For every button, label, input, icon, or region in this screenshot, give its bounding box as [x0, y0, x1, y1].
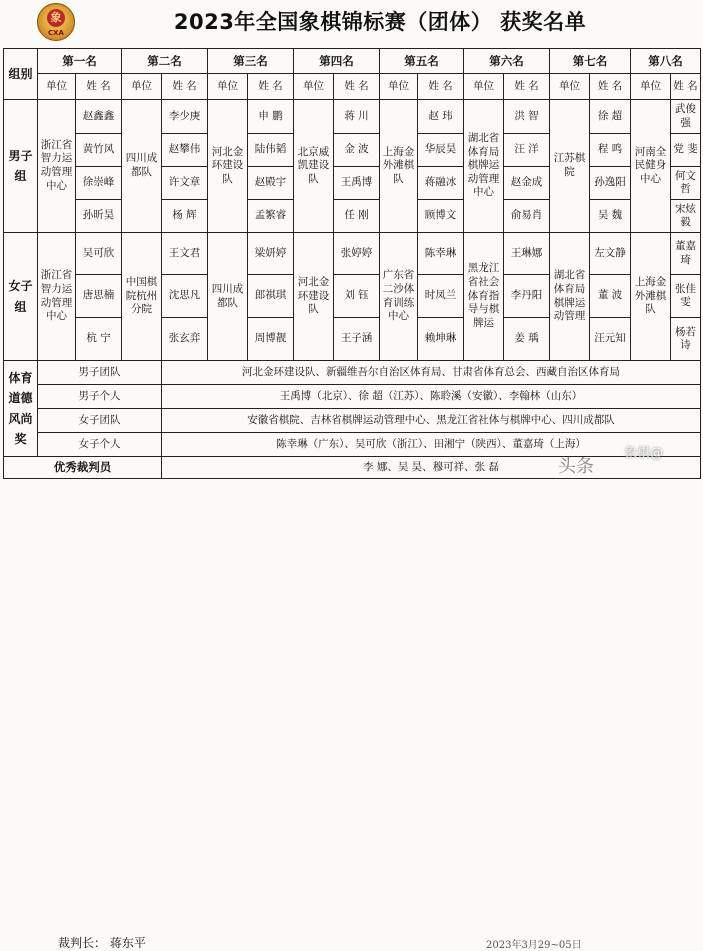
women-team-unit: 河北金环建设队 [294, 233, 334, 361]
men-player-name: 俞易肖 [504, 200, 550, 233]
footer [0, 466, 703, 951]
women-team-unit: 四川成都队 [208, 233, 248, 361]
men-player-name: 顾博文 [418, 200, 464, 233]
women-group-label: 女子组 [4, 233, 38, 361]
ethics-category: 男子团队 [38, 361, 162, 385]
men-player-name: 蒋融冰 [418, 167, 464, 200]
men-player-name: 孙昕昊 [76, 200, 122, 233]
rank-header-7: 第七名 [550, 49, 631, 74]
men-player-name: 孙逸阳 [590, 167, 631, 200]
men-player-name: 华辰昊 [418, 134, 464, 167]
men-player-name: 许文章 [162, 167, 208, 200]
women-player-name: 杭 宁 [76, 318, 122, 361]
women-player-name: 王子涵 [334, 318, 380, 361]
unit-column-header: 单位 [631, 74, 671, 100]
women-player-name: 董嘉琦 [671, 233, 701, 275]
women-player-name: 李丹阳 [504, 275, 550, 318]
header [0, 0, 703, 44]
men-player-name: 金 波 [334, 134, 380, 167]
unit-column-header: 单位 [464, 74, 504, 100]
ethics-category: 女子团队 [38, 409, 162, 433]
name-column-header: 姓 名 [76, 74, 122, 100]
men-player-name: 吴 魏 [590, 200, 631, 233]
women-player-name: 周博靓 [248, 318, 294, 361]
men-player-name: 汪 洋 [504, 134, 550, 167]
men-player-name: 何文哲 [671, 167, 701, 200]
men-player-name: 程 鸣 [590, 134, 631, 167]
men-team-unit: 江苏棋院 [550, 100, 590, 233]
unit-column-header: 单位 [122, 74, 162, 100]
men-team-unit: 上海金外滩棋队 [380, 100, 418, 233]
women-player-name: 汪元知 [590, 318, 631, 361]
women-player-name: 姜 瑀 [504, 318, 550, 361]
rank-header-4: 第四名 [294, 49, 380, 74]
women-team-unit: 广东省二沙体育训练中心 [380, 233, 418, 361]
women-player-name: 赖坤琳 [418, 318, 464, 361]
women-player-name: 沈思凡 [162, 275, 208, 318]
awards-table [3, 48, 701, 479]
men-team-unit: 河南全民健身中心 [631, 100, 671, 233]
men-group-label: 男子组 [4, 100, 38, 233]
women-team-unit: 黑龙江省社会体育指导与棋牌运 [464, 233, 504, 361]
women-player-name: 王文君 [162, 233, 208, 275]
ethics-category: 女子个人 [38, 433, 162, 457]
ethics-winners: 陈幸琳（广东）、吴可欣（浙江）、田湘宁（陕西）、董嘉琦（上海） [162, 433, 701, 457]
women-player-name: 左文静 [590, 233, 631, 275]
women-player-name: 陈幸琳 [418, 233, 464, 275]
group-label: 组别 [4, 49, 38, 100]
men-player-name: 宋炫毅 [671, 200, 701, 233]
men-player-name: 徐 超 [590, 100, 631, 134]
men-team-unit: 北京威凯建设队 [294, 100, 334, 233]
men-row [4, 167, 701, 200]
name-column-header: 姓 名 [590, 74, 631, 100]
logo-glyph: 象 [47, 9, 65, 27]
men-row [4, 200, 701, 233]
women-player-name: 梁妍婷 [248, 233, 294, 275]
men-player-name: 赵鑫鑫 [76, 100, 122, 134]
women-team-unit: 上海金外滩棋队 [631, 233, 671, 361]
men-player-name: 任 刚 [334, 200, 380, 233]
name-column-header: 姓 名 [248, 74, 294, 100]
women-player-name: 张玄弈 [162, 318, 208, 361]
women-team-unit: 湖北省体育局棋牌运动管理 [550, 233, 590, 361]
ethics-award-label: 体育道德风尚奖 [4, 361, 38, 457]
watermark-toutiao: 头条 [558, 456, 594, 477]
name-column-header: 姓 名 [504, 74, 550, 100]
ethics-winners: 河北金环建设队、新疆维吾尔自治区体育局、甘肃省体育总会、西藏自治区体育局 [162, 361, 701, 385]
name-column-header: 姓 名 [671, 74, 701, 100]
men-player-name: 武俊强 [671, 100, 701, 134]
unit-column-header: 单位 [38, 74, 76, 100]
men-player-name: 孟繁睿 [248, 200, 294, 233]
women-player-name: 张婷婷 [334, 233, 380, 275]
men-team-unit: 湖北省体育局棋牌运动管理中心 [464, 100, 504, 233]
unit-column-header: 单位 [550, 74, 590, 100]
women-team-unit: 中国棋院杭州分院 [122, 233, 162, 361]
women-player-name: 刘 钰 [334, 275, 380, 318]
men-team-unit: 河北金环建设队 [208, 100, 248, 233]
women-player-name: 王琳娜 [504, 233, 550, 275]
name-column-header: 姓 名 [162, 74, 208, 100]
rank-header-5: 第五名 [380, 49, 464, 74]
rank-header-2: 第二名 [122, 49, 208, 74]
men-team-unit: 浙江省智力运动管理中心 [38, 100, 76, 233]
ethics-category: 男子个人 [38, 385, 162, 409]
column-header-row [4, 74, 701, 100]
men-team-unit: 四川成都队 [122, 100, 162, 233]
women-player-name: 唐思楠 [76, 275, 122, 318]
men-player-name: 赵攀伟 [162, 134, 208, 167]
women-player-name: 郎祺琪 [248, 275, 294, 318]
men-player-name: 黄竹风 [76, 134, 122, 167]
ethics-winners: 王禹博（北京）、徐 超（江苏）、陈聆溪（安徽）、李翰林（山东） [162, 385, 701, 409]
men-player-name: 赵金成 [504, 167, 550, 200]
logo-text: CXA [48, 29, 64, 37]
ethics-row [4, 385, 701, 409]
page-title: 2023年全国象棋锦标赛（团体） 获奖名单 [173, 10, 587, 34]
referee-label: 优秀裁判员 [4, 457, 162, 479]
men-player-name: 党 斐 [671, 134, 701, 167]
men-player-name: 杨 辉 [162, 200, 208, 233]
unit-column-header: 单位 [208, 74, 248, 100]
event-date: 2023年3月29~05日 [486, 940, 582, 951]
ethics-row [4, 433, 701, 457]
referee-names: 李 娜、吴 昊、穆可祥、张 磊 [162, 457, 701, 479]
men-row [4, 100, 701, 134]
name-column-header: 姓 名 [334, 74, 380, 100]
ethics-winners: 安徽省棋院、吉林省棋牌运动管理中心、黑龙江省社体与棋牌中心、四川成都队 [162, 409, 701, 433]
men-player-name: 申 鹏 [248, 100, 294, 134]
women-player-name: 董 波 [590, 275, 631, 318]
women-team-unit: 浙江省智力运动管理中心 [38, 233, 76, 361]
unit-column-header: 单位 [380, 74, 418, 100]
men-player-name: 陆伟韬 [248, 134, 294, 167]
rank-header-1: 第一名 [38, 49, 122, 74]
women-player-name: 杨若诗 [671, 318, 701, 361]
men-player-name: 赵 玮 [418, 100, 464, 134]
men-player-name: 王禹博 [334, 167, 380, 200]
women-row [4, 275, 701, 318]
rank-header-3: 第三名 [208, 49, 294, 74]
chief-referee: 裁判长： 蒋东平 [58, 936, 146, 950]
men-player-name: 李少庚 [162, 100, 208, 134]
men-row [4, 134, 701, 167]
ethics-row [4, 409, 701, 433]
men-player-name: 徐崇峰 [76, 167, 122, 200]
men-player-name: 赵殿宇 [248, 167, 294, 200]
unit-column-header: 单位 [294, 74, 334, 100]
women-player-name: 张佳雯 [671, 275, 701, 318]
rank-header-8: 第八名 [631, 49, 701, 74]
men-player-name: 洪 智 [504, 100, 550, 134]
women-player-name: 时凤兰 [418, 275, 464, 318]
watermark-xiangqi: 象棋@ [624, 446, 664, 461]
women-row [4, 233, 701, 275]
women-player-name: 吴可欣 [76, 233, 122, 275]
women-row [4, 318, 701, 361]
name-column-header: 姓 名 [418, 74, 464, 100]
rank-header-6: 第六名 [464, 49, 550, 74]
men-player-name: 蒋 川 [334, 100, 380, 134]
rank-header-row [4, 49, 701, 74]
ethics-row [4, 361, 701, 385]
